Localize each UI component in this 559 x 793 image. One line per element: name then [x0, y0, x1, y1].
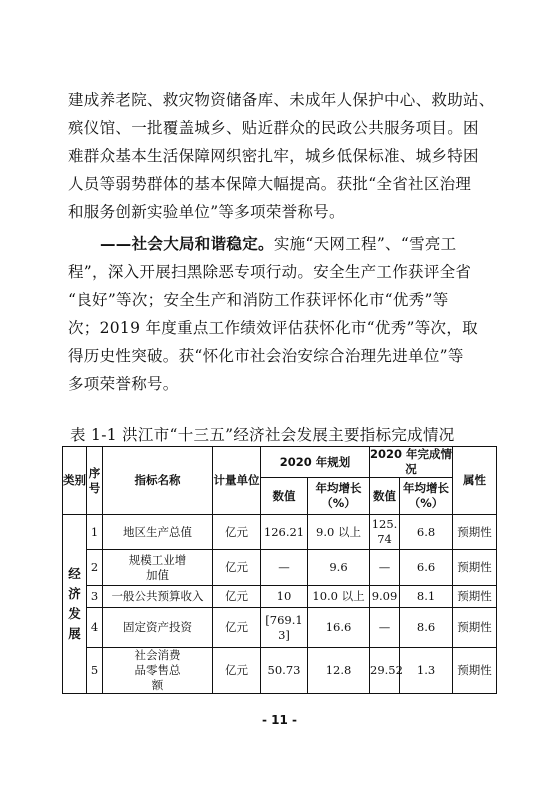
cell-seq: 5 [87, 648, 103, 694]
paragraph-civil-affairs [68, 86, 498, 226]
text-line [68, 230, 498, 258]
header-plan-value: 数值 [261, 478, 308, 515]
cell-done-growth: 8.1 [400, 586, 453, 608]
cell-done-value: — [370, 608, 400, 648]
cell-done-value: — [370, 550, 400, 586]
category-cell: 经济发展 [63, 515, 87, 694]
header-plan-2020: 2020 年规划 [261, 447, 370, 478]
cell-unit: 亿元 [213, 608, 261, 648]
header-done-2020: 2020 年完成情况 [370, 447, 453, 476]
cell-plan-value: 50.73 [261, 648, 308, 694]
cell-done-growth: 1.3 [400, 648, 453, 694]
header-done-growth: 年均增长（%） [400, 478, 453, 515]
page-number: - 11 - [261, 713, 297, 727]
cell-seq: 2 [87, 550, 103, 586]
text-line: 人员等弱势群体的基本保障大幅提高。获批“全省社区治理 [68, 175, 472, 193]
cell-done-value: 29.52 [370, 648, 400, 694]
cell-plan-value: 126.21 [261, 515, 308, 550]
header-attribute: 属性 [453, 447, 497, 515]
cell-done-value: 9.09 [370, 586, 400, 608]
header-indicator-name: 指标名称 [103, 447, 213, 515]
cell-plan-growth: 10.0 以上 [308, 586, 370, 608]
cell-plan-value: [769.13] [261, 608, 308, 648]
text-line: 多项荣誉称号。 [68, 375, 179, 393]
cell-attribute: 预期性 [453, 586, 497, 608]
cell-indicator-name: 地区生产总值 [103, 515, 213, 550]
cell-plan-growth: 9.6 [308, 550, 370, 586]
cell-plan-growth: 16.6 [308, 608, 370, 648]
cell-unit: 亿元 [213, 586, 261, 608]
cell-seq: 1 [87, 515, 103, 550]
cell-unit: 亿元 [213, 648, 261, 694]
header-unit: 计量单位 [213, 447, 261, 515]
text-line: 次；2019 年度重点工作绩效评估获怀化市“优秀”等次，取 [68, 319, 478, 337]
cell-done-growth: 6.6 [400, 550, 453, 586]
table-row [63, 515, 497, 550]
header-category: 类别 [63, 447, 87, 515]
text-line: 难群众基本生活保障网织密扎牢，城乡低保标准、城乡特困 [68, 147, 479, 165]
text-run: 实施“天网工程”、“雪亮工 [273, 235, 457, 253]
cell-indicator-name: 一般公共预算收入 [103, 586, 213, 608]
header-seq: 序号 [87, 447, 103, 515]
table-caption: 表 1-1 洪江市“十三五”经济社会发展主要指标完成情况 [70, 426, 455, 444]
cell-plan-value: 10 [261, 586, 308, 608]
cell-done-value: 125.74 [370, 515, 400, 550]
cell-attribute: 预期性 [453, 550, 497, 586]
indicator-table [62, 446, 497, 694]
cell-seq: 4 [87, 608, 103, 648]
cell-plan-growth: 9.0 以上 [308, 515, 370, 550]
table-header-row [63, 447, 497, 478]
cell-unit: 亿元 [213, 550, 261, 586]
cell-indicator-name: 社会消费品零售总额 [103, 648, 213, 694]
cell-done-growth: 8.6 [400, 608, 453, 648]
cell-attribute: 预期性 [453, 608, 497, 648]
cell-indicator-name: 规模工业增加值 [103, 550, 213, 586]
cell-plan-growth: 12.8 [308, 648, 370, 694]
table-row [63, 608, 497, 648]
header-done-value: 数值 [370, 478, 400, 515]
cell-plan-value: — [261, 550, 308, 586]
table-row [63, 648, 497, 694]
text-line: “良好”等次；安全生产和消防工作获评怀化市“优秀”等 [68, 291, 449, 309]
section-heading-inline: ——社会大局和谐稳定。 [100, 235, 274, 253]
paragraph-social-stability [68, 230, 498, 398]
cell-attribute: 预期性 [453, 515, 497, 550]
text-line: 殡仪馆、一批覆盖城乡、贴近群众的民政公共服务项目。困 [68, 119, 479, 137]
cell-indicator-name: 固定资产投资 [103, 608, 213, 648]
table-row [63, 586, 497, 608]
text-line: 和服务创新实验单位”等多项荣誉称号。 [68, 203, 345, 221]
header-plan-growth: 年均增长（%） [308, 478, 370, 515]
table-row [63, 550, 497, 586]
cell-seq: 3 [87, 586, 103, 608]
text-line: 程”，深入开展扫黑除恶专项行动。安全生产工作获评全省 [68, 263, 472, 281]
cell-done-growth: 6.8 [400, 515, 453, 550]
text-line: 得历史性突破。获“怀化市社会治安综合治理先进单位”等 [68, 347, 464, 365]
text-line: 建成养老院、救灾物资储备库、未成年人保护中心、救助站、 [68, 91, 495, 109]
cell-attribute: 预期性 [453, 648, 497, 694]
cell-unit: 亿元 [213, 515, 261, 550]
